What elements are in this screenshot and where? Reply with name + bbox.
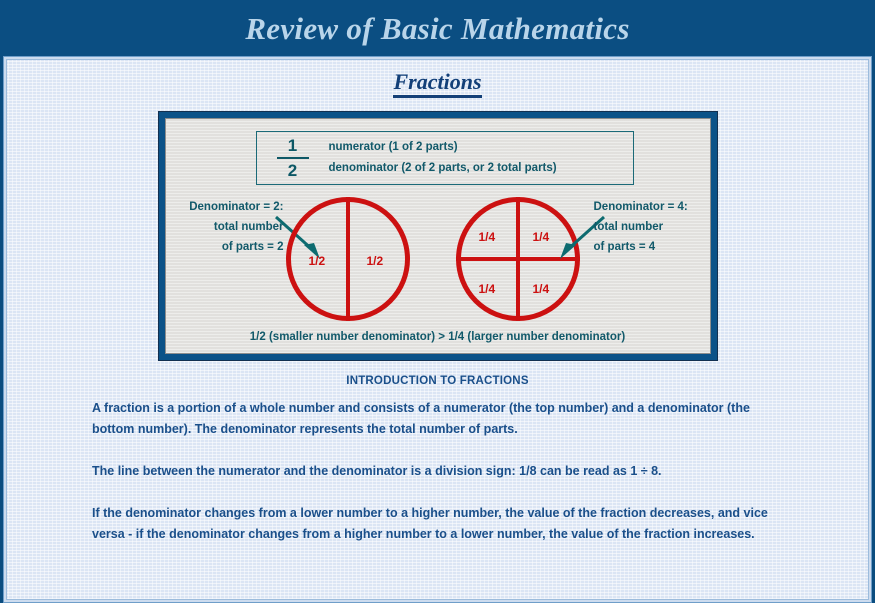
- quarter-label-bottom-right: 1/4: [532, 282, 550, 296]
- diagram-container: [4, 111, 871, 361]
- fraction-legend-box: [256, 131, 634, 185]
- left-annotation-line1: Denominator = 2:: [189, 201, 284, 213]
- content-panel: [3, 56, 872, 603]
- right-annotation-line3: of parts = 4: [593, 241, 656, 253]
- half-label-right: 1/2: [366, 254, 384, 268]
- right-annotation: [594, 197, 714, 257]
- quarter-label-top-left: 1/4: [478, 230, 496, 244]
- page-header: [0, 0, 875, 56]
- quarter-label-bottom-left: 1/4: [478, 282, 496, 296]
- header-title: Review of Basic Mathematics: [245, 10, 630, 46]
- fraction-denominator: 2: [287, 161, 298, 180]
- fraction-stack: [257, 137, 329, 179]
- right-annotation-line1: Denominator = 4:: [593, 201, 688, 213]
- diagram-caption: 1/2 (smaller number denominator) > 1/4 (larger number denominator): [249, 331, 626, 343]
- left-annotation-line3: of parts = 2: [221, 241, 284, 253]
- numerator-label: numerator (1 of 2 parts): [328, 141, 458, 153]
- right-annotation-line2: total number: [593, 221, 664, 233]
- left-annotation-line2: total number: [213, 221, 284, 233]
- paragraph-2: The line between the numerator and the denominator is a division sign: 1/8 can be read as 1 ÷ 8.: [92, 464, 662, 478]
- left-annotation: [174, 197, 284, 257]
- denominator-label: denominator (2 of 2 parts, or 2 total parts): [328, 162, 557, 174]
- page-title: [4, 57, 871, 95]
- intro-heading: INTRODUCTION TO FRACTIONS: [346, 375, 529, 387]
- page-title-text: Fractions: [393, 69, 481, 98]
- fraction-bar-icon: [277, 157, 309, 159]
- quarter-label-top-right: 1/4: [532, 230, 550, 244]
- vertical-divider: [346, 197, 350, 321]
- fraction-diagram-frame: [158, 111, 718, 361]
- fraction-diagram: [165, 118, 711, 354]
- circle-halves: [286, 197, 410, 321]
- paragraph-1: A fraction is a portion of a whole number and consists of a numerator (the top number) and a denominator (the bottom number). The denominator represents the total number of parts.: [92, 401, 750, 436]
- body-content: [92, 375, 783, 545]
- paragraph-3: If the denominator changes from a lower number to a higher number, the value of the fraction decreases, and vice versa - if the denominator changes from a higher number to a lower number, the value of the fraction increases.: [92, 506, 768, 541]
- fraction-numerator: 1: [287, 136, 298, 155]
- half-label-left: 1/2: [308, 254, 326, 268]
- fraction-legend-labels: [329, 137, 633, 179]
